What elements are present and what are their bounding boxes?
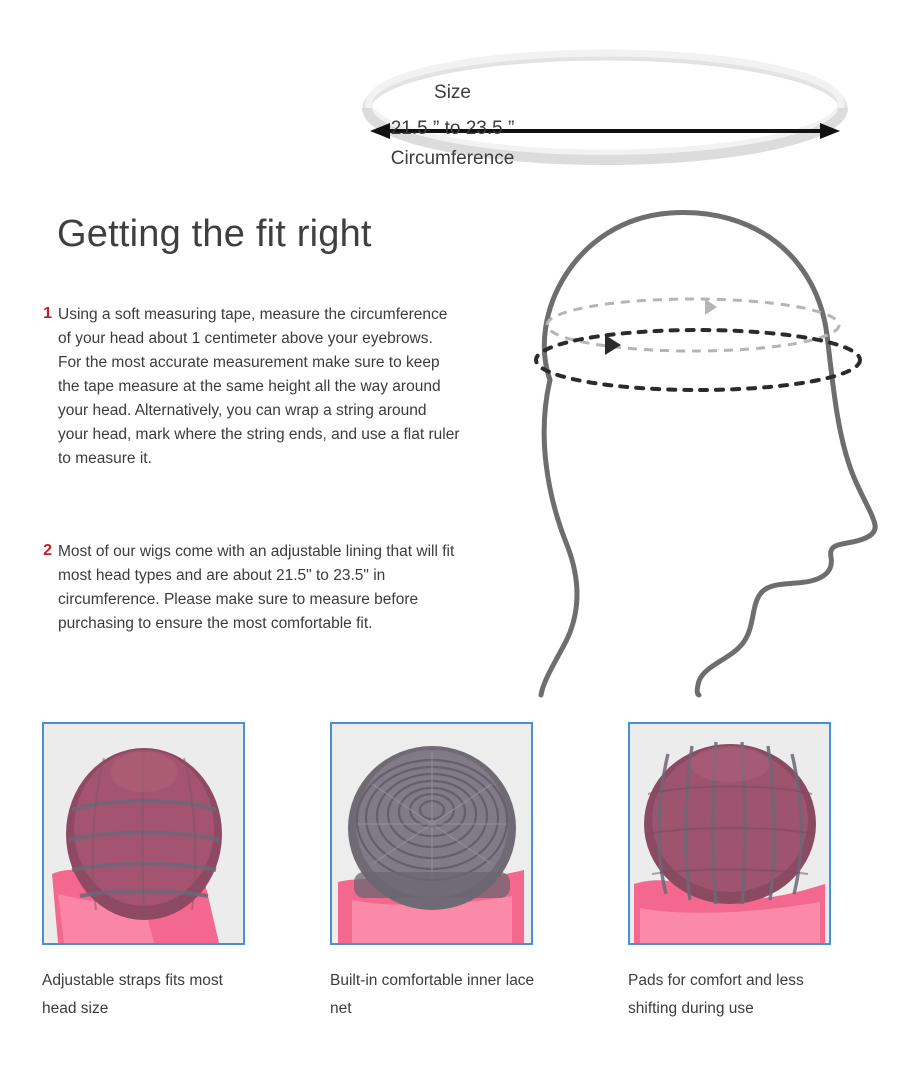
wig-cap-photo-adjustable-straps	[42, 722, 245, 945]
feature-card	[42, 722, 249, 1023]
wig-cap-photo-pads	[628, 722, 831, 945]
fit-instruction-1-number: 1	[43, 305, 52, 322]
circumference-label: Circumference	[390, 148, 515, 169]
feature-card-caption: Adjustable straps fits most head size	[42, 972, 223, 1017]
wig-cap-illustration	[630, 724, 829, 943]
feature-card	[330, 722, 537, 1023]
feature-card	[628, 722, 835, 1023]
wig-cap-photo-inner-lace-net	[330, 722, 533, 945]
wig-cap-illustration	[332, 724, 531, 943]
feature-cards	[0, 722, 905, 1062]
size-ring-diagram	[0, 30, 905, 180]
fit-instruction-1	[30, 303, 460, 471]
page-title: Getting the fit right	[57, 213, 372, 255]
fit-instruction-2-number: 2	[43, 542, 52, 559]
getting-the-fit-right-section	[0, 195, 905, 715]
fit-instruction-2-text: Most of our wigs come with an adjustable lining that will fit most head types and are about 21.5" to 23.5" in circumference. Please make sure to measure before purchasing to ensure the most comfortable fit.	[58, 543, 455, 632]
size-label: Size	[434, 82, 471, 103]
feature-card-caption: Pads for comfort and less shifting during use	[628, 972, 804, 1017]
feature-card-caption: Built-in comfortable inner lace net	[330, 972, 535, 1017]
circumference-value: 21.5 ” to 23.5 ”	[390, 118, 515, 139]
wig-cap-illustration	[44, 724, 243, 943]
fit-instruction-1-text: Using a soft measuring tape, measure the circumference of your head about 1 centimeter above your eyebrows. For the most accurate measurement make sure to keep the tape measure at the same height all the way around your head. Alternatively, you can wrap a string around your head, mark where the string ends, and use a flat ruler to measure it.	[58, 306, 460, 467]
fit-instruction-2	[30, 540, 460, 636]
head-profile-icon	[455, 195, 895, 705]
